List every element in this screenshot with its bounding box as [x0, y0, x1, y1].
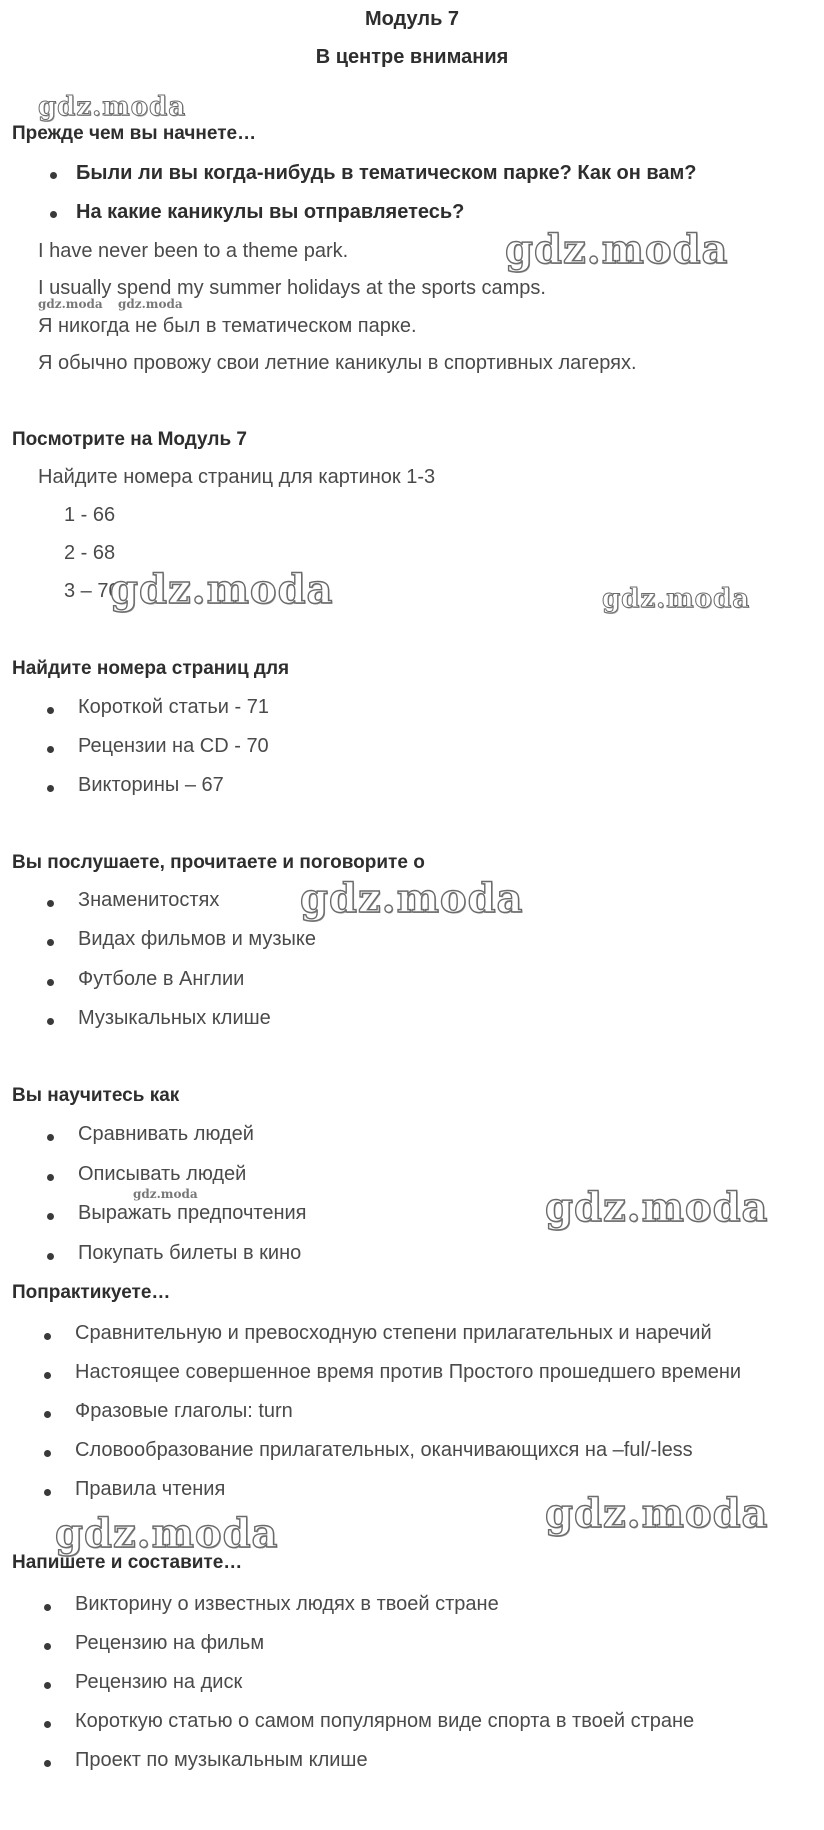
practice-item-2: Настоящее совершенное время против Простого прошедшего времени — [75, 1361, 742, 1383]
watermark-small: gdz.moda — [118, 297, 183, 311]
answer-1: I have never been to a theme park. — [38, 240, 349, 262]
bullet-dot — [44, 1411, 51, 1418]
page-answer-3: 3 – 70 — [64, 580, 120, 602]
write-item-5: Проект по музыкальным клише — [75, 1749, 368, 1771]
bullet-dot — [47, 1253, 54, 1260]
heading-find-pages: Найдите номера страниц для — [12, 658, 290, 679]
bullet-dot — [44, 1333, 51, 1340]
write-item-2: Рецензию на фильм — [75, 1632, 265, 1654]
watermark-small: gdz.moda — [38, 297, 103, 311]
page-answer-1: 1 - 66 — [64, 504, 116, 526]
module-subtitle: В центре внимания — [315, 46, 509, 68]
watermark: gdz.moda — [505, 226, 729, 273]
bullet-dot — [44, 1760, 51, 1767]
find-item-1: Короткой статьи - 71 — [78, 696, 269, 718]
bullet-dot — [44, 1604, 51, 1611]
learn-item-4: Покупать билеты в кино — [78, 1242, 302, 1264]
bullet-dot — [44, 1372, 51, 1379]
heading-write: Напишете и составите… — [12, 1552, 243, 1573]
watermark: gdz.moda — [110, 566, 334, 613]
heading-practice: Попрактикуете… — [12, 1282, 171, 1303]
bullet-dot — [47, 1018, 54, 1025]
bullet-dot — [47, 1174, 54, 1181]
learn-item-1: Сравнивать людей — [78, 1123, 254, 1145]
question-1: Были ли вы когда-нибудь в тематическом парке? Как он вам? — [76, 162, 697, 184]
answer-2: I usually spend my summer holidays at the sports camps. — [38, 277, 546, 299]
watermark: gdz.moda — [300, 875, 524, 922]
bullet-dot — [44, 1721, 51, 1728]
bullet-dot — [47, 900, 54, 907]
write-item-3: Рецензию на диск — [75, 1671, 243, 1693]
write-item-1: Викторину о известных людях в твоей стране — [75, 1593, 499, 1615]
bullet-dot — [50, 172, 57, 179]
answer-3: Я никогда не был в тематическом парке. — [38, 315, 417, 337]
question-2: На какие каникулы вы отправляетесь? — [76, 201, 465, 223]
watermark: gdz.moda — [55, 1510, 279, 1557]
practice-item-4: Словообразование прилагательных, оканчивающихся на –ful/-less — [75, 1439, 693, 1461]
look-instruction: Найдите номера страниц для картинок 1-3 — [38, 466, 436, 488]
bullet-dot — [47, 939, 54, 946]
heading-before-you-start: Прежде чем вы начнете… — [12, 123, 257, 144]
bullet-dot — [50, 211, 57, 218]
heading-look-module: Посмотрите на Модуль 7 — [12, 429, 247, 450]
heading-learn: Вы научитесь как — [12, 1085, 180, 1106]
bullet-dot — [44, 1643, 51, 1650]
bullet-dot — [47, 1213, 54, 1220]
topic-item-1: Знаменитостях — [78, 889, 220, 911]
bullet-dot — [44, 1682, 51, 1689]
watermark: gdz.moda — [545, 1184, 769, 1231]
find-item-3: Викторины – 67 — [78, 774, 224, 796]
bullet-dot — [47, 707, 54, 714]
practice-item-5: Правила чтения — [75, 1478, 226, 1500]
watermark: gdz.moda — [38, 92, 187, 122]
learn-item-2: Описывать людей — [78, 1163, 247, 1185]
watermark: gdz.moda — [545, 1490, 769, 1537]
bullet-dot — [47, 746, 54, 753]
module-title: Модуль 7 — [364, 8, 460, 30]
answer-4: Я обычно провожу свои летние каникулы в спортивных лагерях. — [38, 352, 637, 374]
bullet-dot — [47, 785, 54, 792]
bullet-dot — [47, 979, 54, 986]
write-item-4: Короткую статью о самом популярном виде спорта в твоей стране — [75, 1710, 695, 1732]
watermark-small: gdz.moda — [133, 1187, 198, 1201]
heading-listen-read: Вы послушаете, прочитаете и поговорите о — [12, 852, 425, 873]
learn-item-3: Выражать предпочтения — [78, 1202, 307, 1224]
topic-item-2: Видах фильмов и музыке — [78, 928, 316, 950]
bullet-dot — [44, 1489, 51, 1496]
topic-item-4: Музыкальных клише — [78, 1007, 271, 1029]
bullet-dot — [44, 1450, 51, 1457]
page-answer-2: 2 - 68 — [64, 542, 116, 564]
practice-item-3: Фразовые глаголы: turn — [75, 1400, 293, 1422]
topic-item-3: Футболе в Англии — [78, 968, 245, 990]
watermark: gdz.moda — [602, 584, 751, 614]
find-item-2: Рецензии на CD - 70 — [78, 735, 269, 757]
bullet-dot — [47, 1134, 54, 1141]
practice-item-1: Сравнительную и превосходную степени прилагательных и наречий — [75, 1322, 712, 1344]
